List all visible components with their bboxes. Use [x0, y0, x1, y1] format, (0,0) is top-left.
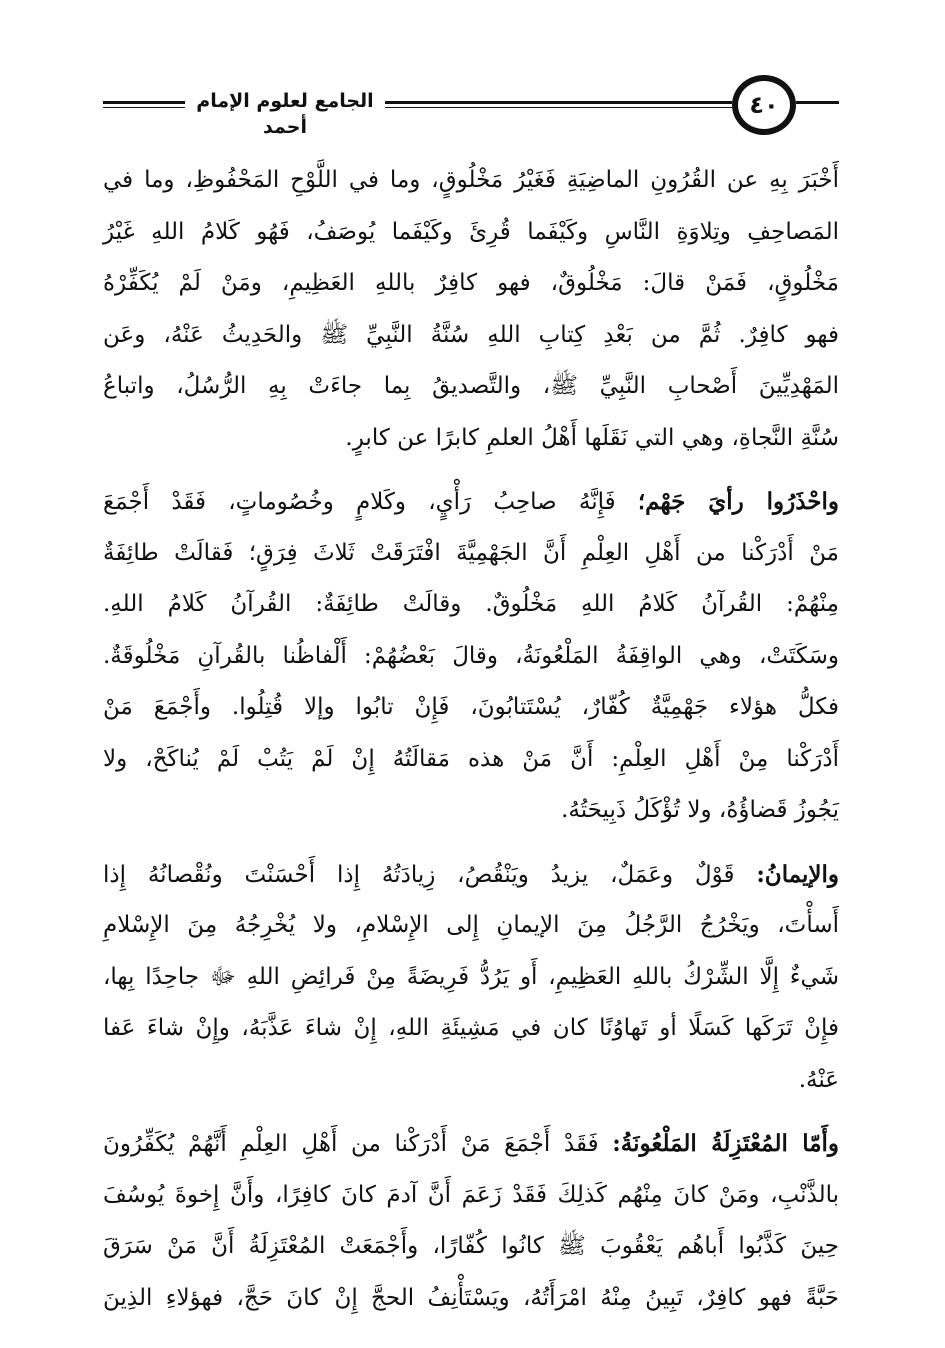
page-number-badge — [732, 75, 796, 135]
text-line: حَبَّةً فهو كافِرٌ، تَبِينُ مِنْهُ امْرَأَتُهُ، ويَسْتَأْنِفُ الحجَّ إِنْ كانَ حَجَّ، فهؤلاءِ الذِينَ — [103, 1284, 839, 1311]
paragraph-gap — [103, 837, 839, 849]
paragraph — [103, 476, 839, 837]
text-line — [103, 849, 839, 901]
text-line: مَخْلُوقٍ، فَمَنْ قالَ: مَخْلُوقٌ، فهو كافِرٌ باللهِ العَظِيمِ، ومَنْ لَمْ يُكَفِّرْهُ — [103, 270, 839, 296]
text-line: فهو كافِرٌ. ثُمَّ من بَعْدِ كِتابِ اللهِ سُنَّةُ النَّبِيِّ ﷺ والحَدِيثُ عَنْهُ، وعَن — [103, 321, 839, 348]
page-header — [0, 0, 945, 150]
text-line: أَخْبَرَ بِهِ عن القُرُونِ الماضِيَةِ فَغَيْرُ مَخْلُوقٍ، وما في اللَّوْحِ المَحْفُوظِ، وما في — [103, 167, 839, 193]
running-title: الجامع لعلوم الإمام أحمد — [185, 88, 385, 140]
text-line: أَدْرَكْنا مِنْ أَهْلِ العِلْمِ: أَنَّ مَنْ هذه مَقالَتُهُ إِنْ لَمْ يَتُبْ لَمْ يُناكَحْ، ولا — [103, 745, 839, 772]
paragraph-lead: واحْذَرُوا رأيَ جَهْم؛ — [637, 488, 840, 515]
header-rule-middle — [385, 101, 732, 104]
text-line: يَجُوزُ قَضاؤُهُ، ولا تُؤْكَلُ ذَبِيحَتُهُ. — [561, 797, 839, 823]
paragraph-gap — [103, 1106, 839, 1118]
paragraph-lead: وأَمّا المُعْتَزِلَةُ المَلْعُونَةُ: — [612, 1130, 840, 1157]
page-body — [103, 155, 839, 1324]
text-line: مِنْهُمْ: القُرآنُ كَلامُ اللهِ مَخْلُوقٌ. وقالَتْ طائِفَةٌ: القُرآنُ كَلامُ اللهِ. — [103, 591, 839, 617]
text-line: أَسأْتَ، ويَخْرُجُ الرَّجُلُ مِنَ الإيمانِ إِلى الإِسْلامِ، ولا يُخْرِجُهُ مِنَ الإِسْلامِ — [103, 912, 839, 938]
header-rule-middle-thin — [385, 107, 732, 108]
paragraph — [103, 155, 839, 464]
text-line: سُنَّةِ النَّجاةِ، وهي التي نَقَلَها أَهْلُ العلمِ كابرًا عن كابرٍ. — [345, 424, 839, 451]
text-line: وسَكَتَتْ، وهي الواقِفَةُ المَلْعُونَةُ، وقالَ بَعْضُهُمْ: أَلْفاظُنا بالقُرآنِ مَخْلُوقَةٌ. — [103, 642, 839, 669]
text-line: فإِنْ تَرَكَها كَسَلًا أو تَهاوُنًا كان في مَشِيئَةِ اللهِ، إِنْ شاءَ عَذَّبَهُ، وإِنْ شاءَ عَفا — [103, 1015, 839, 1041]
text-line: المَصاحِفِ وتِلاوَةِ النَّاسِ وكَيْفَما قُرِئَ وكَيْفَما يُوصَفُ، فَهُو كَلامُ اللهِ غَيْرُ — [103, 218, 839, 245]
text-line: مَنْ أَدْرَكْنا من أَهْلِ العِلْمِ أَنَّ الجَهْمِيَّةَ افْتَرَقَتْ ثَلاثَ فِرَقٍ؛ فَقالَتْ طائِفَةٌ — [103, 539, 839, 566]
text-run: فَإِنَّهُ صاحِبُ رَأْيٍ، وكَلامٍ وخُصُوماتٍ، فَقَدْ أَجْمَعَ — [103, 489, 616, 515]
text-line: المَهْدِيِّينَ أَصْحابِ النَّبِيِّ ﷺ، والتَّصديقُ بِما جاءَتْ بِهِ الرُّسُلُ، واتباعُ — [103, 373, 839, 399]
text-line: حِينَ كَذَّبُوا أَباهُم يَعْقُوبَ ﷺ كانُوا كُفّارًا، وأَجْمَعَتْ المُعْتَزِلَةُ أَنَّ مَنْ سَرَقَ — [103, 1233, 839, 1259]
paragraph — [103, 1118, 839, 1324]
text-line — [103, 476, 839, 528]
text-line: بالذَّنْبِ، ومَنْ كانَ مِنْهُم كَذلِكَ فَقَدْ زَعَمَ أَنَّ آدمَ كانَ كافِرًا، وأَنَّ إِخوةَ يُوسُفَ — [103, 1181, 839, 1208]
text-run: فَقَدْ أَجْمَعَ مَنْ أَدْرَكْنا من أَهْلِ العِلْمِ أَنَّهُمْ يُكَفِّرُونَ — [103, 1131, 599, 1157]
text-line: فكلُّ هؤلاء جَهْمِيَّةٌ كُفّارٌ، يُسْتَتابُونَ، فَإِنْ تابُوا وإلا قُتِلُوا. وأَجْمَعَ مَنْ — [103, 694, 839, 720]
text-line: شَيءٌ إِلَّا الشِّرْكُ باللهِ العَظِيمِ، أَو يَرُدُّ فَرِيضَةً مِنْ فَرائِضِ اللهِ ﷻ جاحِدًا بِها، — [103, 963, 839, 990]
text-run: قَوْلٌ وعَمَلٌ، يزيدُ ويَنْقُصُ، زِيادَتُهُ إِذا أَحْسَنْتَ ونُقْصانُهُ إِذا — [103, 861, 735, 888]
header-rule-right — [796, 101, 839, 104]
text-line — [103, 1118, 839, 1170]
paragraph-lead: والإيمانُ: — [756, 860, 840, 888]
page-number: ٤٠ — [749, 91, 779, 119]
paragraph-gap — [103, 464, 839, 476]
text-line: عَنْهُ. — [798, 1066, 839, 1093]
paragraph — [103, 849, 839, 1107]
